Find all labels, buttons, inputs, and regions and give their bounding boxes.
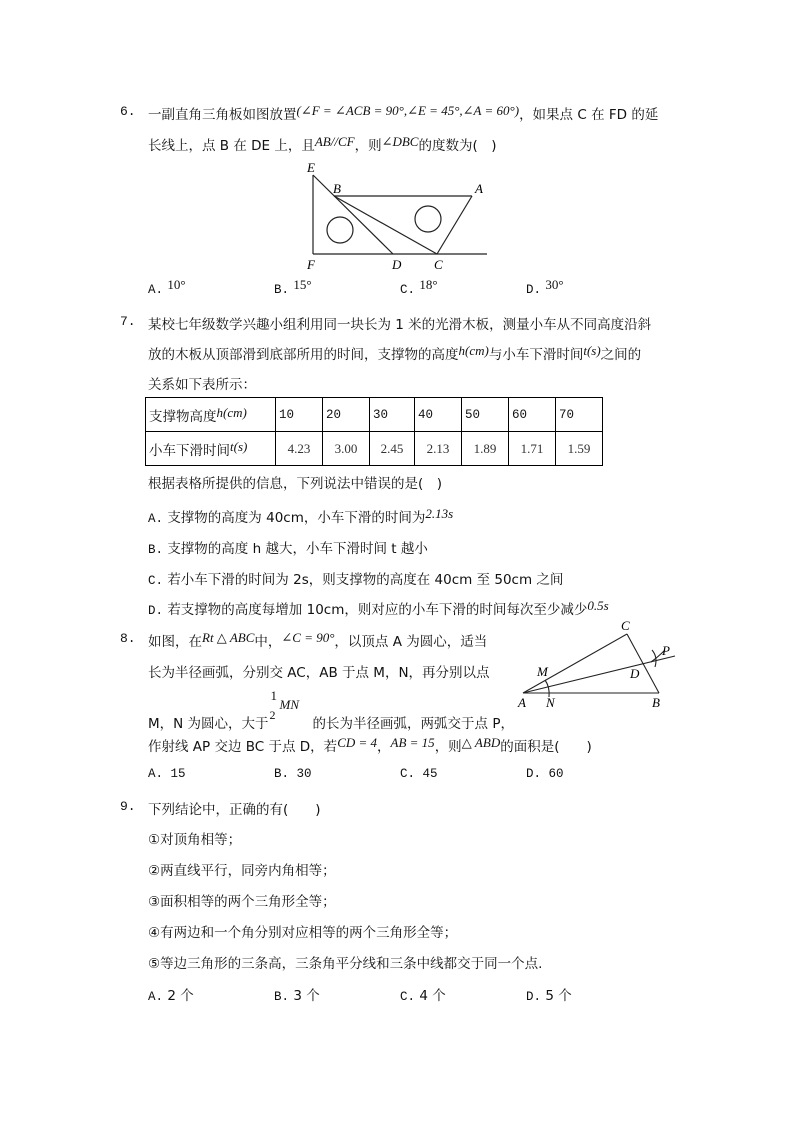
option-letter: C.: [148, 574, 164, 588]
label-B: B: [333, 181, 341, 196]
target-angle: ∠DBC: [381, 134, 419, 149]
triangle-abd: △ ABD: [461, 735, 501, 750]
label-B: B: [652, 695, 660, 709]
text: M，N 为圆心，大于: [148, 716, 269, 732]
option-math: 2.13s: [425, 506, 454, 521]
option-d[interactable]: [526, 277, 564, 297]
table-cell: 1.59: [556, 432, 603, 466]
label-P: P: [662, 643, 670, 658]
option-c[interactable]: [148, 568, 563, 588]
option-letter: A.: [148, 512, 164, 526]
question-text-line1: [148, 630, 487, 650]
label-E: E: [307, 160, 315, 175]
option-text: 若支撑物的高度每增加 10cm，则对应的小车下滑的时间每次至少减少: [167, 602, 588, 618]
text: 如图，在: [148, 634, 202, 650]
math: h(cm): [216, 404, 247, 420]
statement-5: [148, 952, 542, 972]
table-cell: 30: [370, 398, 415, 432]
option-value: 15: [170, 767, 186, 781]
option-text: 支撑物的高度为 40cm，小车下滑的时间为: [167, 510, 426, 526]
option-text: 若小车下滑的时间为 2s，则支撑物的高度在 40cm 至 50cm 之间: [167, 572, 564, 588]
question-text-line3: [148, 688, 514, 732]
question-number: 8.: [120, 631, 136, 646]
text: 一副直角三角板如图放置: [148, 107, 297, 123]
text: ，如果点 C 在 FD 的延: [519, 107, 659, 123]
option-value: 4 个: [419, 988, 446, 1004]
statement-4: [148, 921, 457, 941]
label-D: D: [630, 666, 640, 681]
text: 中，: [254, 634, 282, 650]
label-N: N: [546, 695, 555, 709]
option-value: 5 个: [545, 988, 572, 1004]
circled-number: ⑤: [148, 956, 161, 972]
option-c[interactable]: [400, 984, 446, 1004]
label-F: F: [307, 257, 315, 272]
table-cell: 70: [556, 398, 603, 432]
option-a[interactable]: [148, 767, 186, 781]
statement-text: 有两边和一个角分别对应相等的两个三角形全等；: [160, 925, 458, 941]
statement-text: 等边三角形的三条高，三条角平分线和三条中线都交于同一个点.: [160, 956, 543, 972]
text: ，以顶点 A 为圆心，适当: [334, 634, 488, 650]
option-value: 45: [422, 767, 438, 781]
question-text-line2: [148, 134, 497, 154]
question-number: 6.: [120, 104, 136, 119]
question-text-line2: 长为半径画弧，分别交 AC，AB 于点 M，N，再分别以点: [148, 665, 490, 681]
option-letter: D.: [148, 604, 164, 618]
option-letter: C.: [400, 767, 416, 781]
segment-mn: MN: [279, 697, 300, 712]
text: 的长为半径画弧，两弧交于点 P，: [312, 716, 514, 732]
ab-value: AB = 15: [390, 735, 435, 750]
triangle-figure-q8: [515, 617, 690, 709]
option-letter: C.: [400, 283, 416, 297]
label-C: C: [621, 618, 630, 633]
table-cell: 2.13: [415, 432, 462, 466]
option-b[interactable]: [148, 537, 428, 557]
table-cell: 3.00: [323, 432, 370, 466]
text: ，则: [354, 138, 382, 154]
question-prompt: 根据表格所提供的信息，下列说法中错误的是( ): [148, 476, 443, 492]
table-cell: 1.89: [462, 432, 509, 466]
option-letter: D.: [526, 990, 542, 1004]
option-d[interactable]: [526, 984, 572, 1004]
option-letter: A.: [148, 767, 164, 781]
text: 之间的: [600, 347, 642, 363]
row-header: [146, 432, 276, 466]
table-cell: 50: [462, 398, 509, 432]
table-cell: 1.71: [509, 432, 556, 466]
fraction-numerator: 1: [270, 688, 278, 703]
option-letter: A.: [148, 990, 164, 1004]
option-value: 2 个: [167, 988, 194, 1004]
label-C: C: [434, 257, 443, 272]
fraction-denominator: 2: [269, 708, 276, 722]
circled-number: ③: [148, 894, 161, 910]
statement-1: [148, 828, 241, 848]
question-number: 7.: [120, 314, 136, 329]
statement-text: 两直线平行，同旁内角相等；: [160, 863, 336, 879]
option-letter: B.: [274, 990, 290, 1004]
angle-condition: ∠C = 90°: [281, 630, 335, 645]
option-letter: A.: [148, 283, 164, 297]
option-a[interactable]: [148, 984, 194, 1004]
option-c[interactable]: [400, 767, 438, 781]
table-cell: 2.45: [370, 432, 415, 466]
option-letter: B.: [148, 543, 164, 557]
row-header: [146, 398, 276, 432]
label-M: M: [537, 664, 548, 679]
triangle-name: Rt △ ABC: [202, 630, 255, 645]
text: 的度数为( ): [418, 138, 497, 154]
table-cell: 4.23: [276, 432, 323, 466]
option-letter: C.: [400, 990, 416, 1004]
option-value: 30°: [545, 277, 564, 292]
time-variable: t(s): [583, 343, 601, 358]
circled-number: ①: [148, 832, 161, 848]
table-cell: 60: [509, 398, 556, 432]
statement-text: 对顶角相等；: [160, 832, 242, 848]
table-cell: 20: [323, 398, 370, 432]
table-cell: 40: [415, 398, 462, 432]
option-letter: B.: [274, 283, 290, 297]
triangle-figure-q6: [295, 158, 495, 273]
option-value: 30: [296, 767, 312, 781]
text: 的面积是( ): [500, 739, 592, 755]
question-text-line1: 某校七年级数学兴趣小组利用同一块长为 1 米的光滑木板，测量小车从不同高度沿斜: [148, 317, 652, 333]
statement-3: [148, 890, 336, 910]
option-value: 60: [548, 767, 564, 781]
table-row-time: [146, 432, 603, 466]
question-text-line1: [148, 103, 658, 123]
table-row-height: [146, 398, 603, 432]
table-cell: 10: [276, 398, 323, 432]
option-a[interactable]: [148, 506, 453, 526]
option-letter: B.: [274, 767, 290, 781]
option-value: 3 个: [293, 988, 320, 1004]
angle-condition: (∠F = ∠ACB = 90°,∠E = 45°,∠A = 60°): [296, 103, 520, 118]
text: 支撑物高度: [149, 408, 217, 425]
fraction-half-mn: [269, 688, 313, 728]
circled-number: ②: [148, 863, 161, 879]
question-text-line2: [148, 343, 641, 363]
height-time-table: [145, 397, 603, 466]
text: 放的木板从顶部滑到底部所用的时间，支撑物的高度: [148, 347, 459, 363]
option-value: 15°: [293, 277, 312, 292]
option-text: 支撑物的高度 h 越大，小车下滑时间 t 越小: [167, 541, 428, 557]
statement-text: 面积相等的两个三角形全等；: [160, 894, 336, 910]
text: ，: [377, 739, 391, 755]
parallel-condition: AB//CF: [314, 134, 355, 149]
text: 长线上，点 B 在 DE 上，且: [148, 138, 315, 154]
label-A: A: [518, 695, 526, 709]
text: ，则: [434, 739, 462, 755]
option-c[interactable]: [400, 277, 438, 297]
text: 作射线 AP 交边 BC 于点 D，若: [148, 739, 338, 755]
option-d[interactable]: [148, 598, 609, 618]
option-b[interactable]: [274, 767, 312, 781]
question-text-line4: [148, 735, 592, 755]
cd-value: CD = 4: [337, 735, 378, 750]
statement-2: [148, 859, 336, 879]
question-prompt: 下列结论中，正确的有( ): [148, 802, 321, 818]
option-a[interactable]: [148, 277, 186, 297]
circled-number: ④: [148, 925, 161, 941]
label-D: D: [392, 257, 402, 272]
option-math: 0.5s: [587, 598, 609, 613]
option-letter: D.: [526, 767, 542, 781]
text: 与小车下滑时间: [488, 347, 584, 363]
option-letter: D.: [526, 283, 542, 297]
label-A: A: [475, 181, 483, 196]
math: t(s): [230, 438, 248, 454]
text: 小车下滑时间: [149, 442, 230, 459]
question-number: 9.: [120, 799, 136, 814]
option-value: 18°: [419, 277, 438, 292]
option-value: 10°: [167, 277, 186, 292]
height-variable: h(cm): [458, 343, 489, 358]
question-text-line3: 关系如下表所示：: [148, 377, 256, 393]
option-b[interactable]: [274, 984, 320, 1004]
option-d[interactable]: [526, 767, 564, 781]
option-b[interactable]: [274, 277, 312, 297]
